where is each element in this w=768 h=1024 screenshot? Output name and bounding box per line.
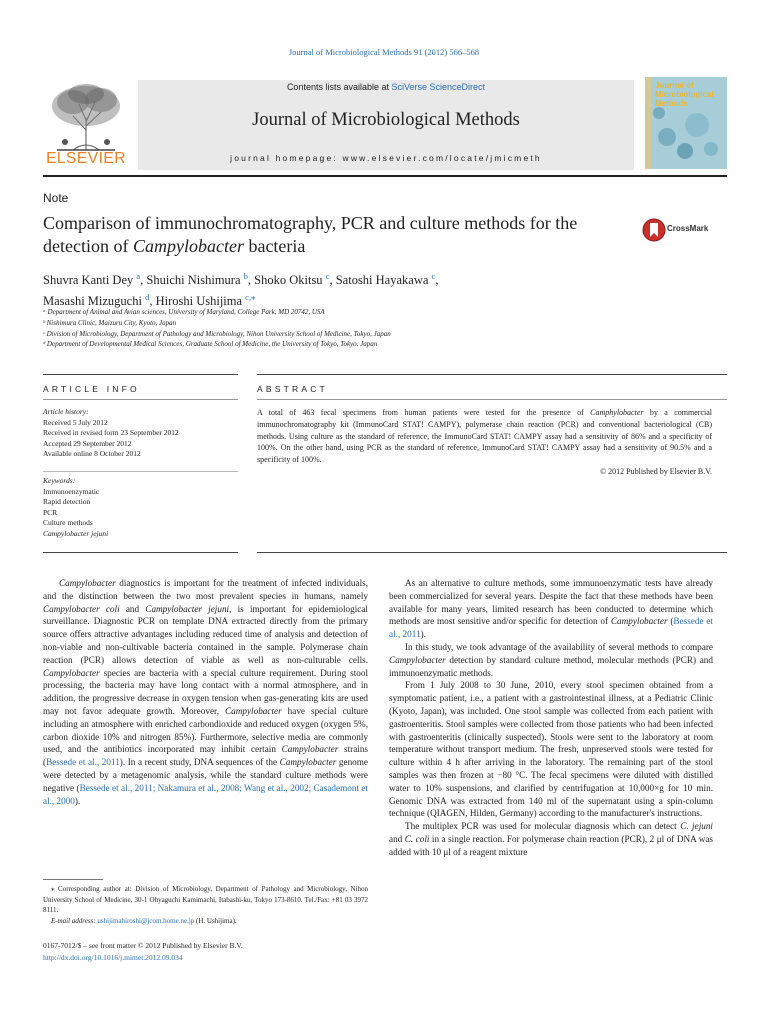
doi-link[interactable]: http://dx.doi.org/10.1016/j.mimet.2012.09.034 [43,952,183,962]
abstract-text [257,407,712,478]
italic-term: Campylobacter [281,744,339,755]
author-name[interactable]: Shuvra Kanti Dey [43,273,137,288]
keyword-item: Rapid detection [43,497,91,506]
text-run: As an alternative to culture methods, some immunoenzymatic tests have already been commercialized for several years. Despite the fact that these methods have been available for many years, limited research has been conducted to determine which methods are most sensitive and/or specific for detection of [389,578,713,627]
article-type: Note [43,191,69,205]
history-revised: Received in revised form 23 September 2012 [43,428,179,437]
italic-term: Campylobacter [225,705,282,716]
journal-masthead [43,80,727,170]
keyword-italic: Campylobacter jejuni [43,528,109,538]
abstract-text-b: by a commercial immunochromatography kit (ImmunoCard STAT! CAMPY), polymerase chain reaction (PCR) and conventional bacteriological (CB) methods. Using culture as the standard of reference, the ImmunoCard STAT! CAMPY assay had a sensitivity of 86% and a specificity of 100%. On the other hand, using PCR as the standard of reference, ImmunoCard STAT! CAMPY assay had a sensitivity of 90.5% and a specificity of 100%. [257,408,712,465]
crossmark-label: CrossMark [667,224,709,233]
italic-term: Campylobacter [59,578,116,588]
body-paragraph [389,679,713,820]
info-top-rule [43,374,238,375]
corresponding-author-footnote [43,884,368,926]
text-run: strains ( [43,744,368,768]
text-run: ). In a recent study, DNA sequences of the [119,757,280,768]
text-run: detection by standard culture method, molecular methods (PCR) and immunoenzymatic methods. [389,654,713,678]
author-separator: , [329,273,336,288]
keyword-item: Immunoenzymatic [43,486,100,496]
italic-term: Campylobacter [389,654,446,665]
footnote-rule [43,879,103,880]
affiliation-marker[interactable]: c [325,271,330,281]
elsevier-logo[interactable] [43,80,129,170]
author-separator: , [247,273,255,288]
body-paragraph [43,577,368,807]
author-name[interactable]: Masashi Mizuguchi [43,294,146,309]
title-part-1: Comparison of immunochromatography, PCR and culture methods for the detection of [43,213,578,256]
author-separator: , [140,273,147,288]
text-run: In this study, we took advantage of the availability of several methods to compare [405,641,713,652]
text-run: , is important for epidemiological surveillance. Diagnostic PCR on template DNA extracted directly from the primary source offers attractive advantages including reduced time of analysis and detection of non-viable and non-cultivable bacteria contained in the sample. Polymerase chain reaction (PCR) allows detection of viable as well as non-culturable cells. [43,603,368,665]
elsevier-tree-icon [43,80,129,154]
history-label: Article history: [43,407,89,416]
text-run: in a single reaction. For polymerase chain reaction (PCR), 2 μl of DNA was added with 10 μl of a reagent mixture [389,833,714,857]
footnote-text [43,884,368,916]
footnote-body: ⁎ Corresponding author at: Division of Microbiology, Department of Pathology and Microbiology, Nihon University School of Medicine, 30-1 Ohyaguchi Kamimachi, Itabashi-ku, Tokyo 173-8610. Tel./Fax: +81 03 3972 8111. [43,885,368,914]
text-run: ). [420,629,426,640]
history-online: Available online 8 October 2012 [43,449,141,458]
abstract-head-rule [257,399,727,400]
italic-term: C. jejuni [680,821,713,832]
title-italic: Campylobacter [132,236,244,256]
sciencedirect-link[interactable]: SciVerse ScienceDirect [391,82,486,92]
italic-term: Campylobacter coli [43,603,120,614]
history-received: Received 5 July 2012 [43,417,108,427]
abstract-bottom-rule [257,552,727,553]
citation-link[interactable]: Bessede et al., 2011 [389,616,713,640]
affiliation-a: ᵃ Department of Animal and Avian sciences, University of Maryland, College Park, MD 20742, USA [43,308,325,316]
text-run: From 1 July 2008 to 30 June, 2010, every stool specimen obtained from a symptomatic patient, i.e., a patient with a gastrointestinal illness, at a Pediatric Clinic (Kyoto, Japan), was included. One stool sample was collected from each patient with gastroenteritis. Stool samples were collected from those patients who had been infected with gastroenteritis (clinically suspected). Stools were sent to the laboratory at room temperature without transport medium. The fresh, unpreserved stools were tested for culture within 4 h after arriving in the laboratory. The remaining part of the stool samples was then frozen at −80 °C. The fecal specimens were diluted with distilled water to 10% suspensions, and clarified by centrifugation at 10,000×g for 10 min. Genomic DNA was extracted from 140 ml of the supernatant using a spin-column technique (QIAGEN, Hilden, Germany) according to the manufacturer's instructions. [389,680,713,819]
keyword-item: PCR [43,507,58,517]
text-run: have special culture including an atmosphere with enriched carbondioxide and reduced oxygen (oxygen 5%, carbon dioxide 10% and nitrogen 85%). Furthermore, selective media are commonly used, and the antibiotics incorporated may inhibit certain [43,705,368,755]
authors-line-1 [43,268,643,289]
text-run: and [119,603,146,614]
info-bottom-rule [43,552,238,553]
affiliation-marker[interactable]: d [145,292,150,303]
italic-term: Campylobacter [279,757,337,768]
affiliation-marker[interactable]: c,⁎ [245,292,256,303]
keyword-item: Culture methods [43,518,93,527]
text-run: ( [667,616,674,627]
italic-term: Campylobacter [43,667,100,678]
article-history [43,407,243,460]
author-list [43,268,643,310]
body-column-left [43,577,368,807]
keywords-label: Keywords: [43,476,76,485]
affiliation-c: ᶜ Division of Microbiology, Department of Pathology and Microbiology, Nihon University School of Medicine, Tokyo, Japan [43,329,391,338]
abstract-italic: Camphylobacter [590,408,644,417]
text-run: diagnostics is important for the treatment of infected individuals, and the distinction between the two most prevalent species in humans, namely [43,578,368,601]
author-name[interactable]: Satoshi Hayakawa [335,273,432,288]
body-paragraph [389,641,713,679]
author-separator: , [435,273,439,288]
author-email-link[interactable]: ushijimahiroshi@jcom.home.ne.jp [97,916,195,925]
italic-term: Campylobacter [610,616,668,627]
elsevier-wordmark: ELSEVIER [46,150,126,167]
email-suffix: (H. Ushijima). [194,916,237,925]
journal-citation-link[interactable]: Journal of Microbiological Methods 91 (2012) 566–568 [288,47,480,57]
affiliation-b: ᵇ Nishimura Clinic, Maizuru City, Kyoto, Japan [43,318,177,327]
header-divider [43,175,727,177]
text-run: species are bacteria with a special culture requirement. During stool processing, the bacteria may have long contact with a normal atmosphere, and in addition, the progressive decrease in oxygen tension when gas-generating kits are used may not favor adequate growth. Moreover, [43,667,368,716]
keyword-item [43,529,243,540]
contents-prefix: Contents lists available at [286,82,392,92]
info-head-rule [43,399,238,400]
affiliation-marker[interactable]: a [136,271,141,281]
text-run: The multiplex PCR was used for molecular diagnosis which can detect [405,821,681,832]
article-title [43,212,633,258]
abstract-text-a: A total of 463 fecal specimens from human patients were tested for the presence of [257,408,591,417]
italic-term: Campylobacter jejuni [145,603,230,614]
affiliations [43,307,643,350]
abstract-top-rule [257,374,727,375]
journal-banner [138,80,634,170]
affiliation-marker[interactable]: b [243,271,248,281]
email-label: E-mail address: [51,916,98,925]
front-matter [43,940,368,963]
author-separator: , [149,294,156,309]
history-accepted: Accepted 29 September 2012 [43,438,132,448]
body-paragraph [389,577,713,641]
cover-title: Journal of Microbiological Methods [655,81,714,108]
crossmark-icon [642,215,666,245]
citation-link[interactable]: Bessede et al., 2011 [46,757,120,768]
author-name[interactable]: Shuichi Nishimura [146,273,244,288]
journal-name: Journal of Microbiological Methods [252,110,520,130]
footnote-email-line [43,916,368,927]
body-column-right [389,577,713,859]
journal-cover-image[interactable] [645,77,727,169]
italic-term: C. coli [404,833,430,844]
issn-line: 0167-7012/$ – see front matter © 2012 Published by Elsevier B.V. [43,941,243,950]
journal-homepage-link[interactable]: journal homepage: www.elsevier.com/locate/jmicmeth [230,153,542,163]
text-run: and [389,833,405,844]
abstract-copyright: © 2012 Published by Elsevier B.V. [600,466,712,476]
crossmark-badge[interactable] [642,215,728,245]
affiliation-d: ᵈ Department of Developmental Medical Sciences, Graduate School of Medicine, the University of Tokyo, Tokyo, Japan [43,340,378,349]
affiliation-marker[interactable]: c [431,271,436,281]
keywords-rule [43,471,238,472]
citation-link[interactable]: Bessede et al., 2011; Nakamura et al., 2008; Wang et al., 2002; Casademont et al., 2000 [43,782,368,806]
text-run: ). [74,795,81,806]
body-paragraph [389,820,713,858]
text-run: genome were detected by a metagenomic analysis, while the standard culture methods were negative ( [43,757,368,793]
title-part-2: bacteria [243,236,306,256]
article-info-heading: ARTICLE INFO [43,384,140,394]
author-name[interactable]: Hiroshi Ushijima [155,294,246,309]
author-name[interactable]: Shoko Okitsu [254,273,326,288]
abstract-heading: ABSTRACT [257,384,328,394]
contents-line [138,82,634,92]
keywords [43,476,243,539]
